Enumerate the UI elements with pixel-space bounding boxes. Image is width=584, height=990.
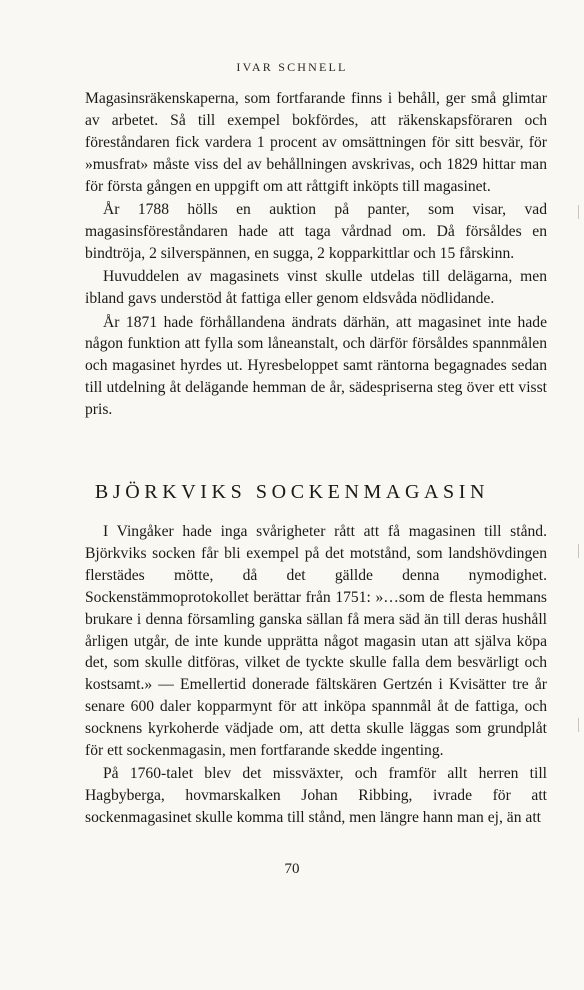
paragraph: År 1871 hade förhållandena ändrats därhän, att magasinet inte hade någon funktion att fylla som låneanstalt, och därför försåldes spannmålen och magasinet hyrdes ut. Hyresbeloppet samt räntorna begagnades sedan till utdelning åt delägande hemman de år, sädespriserna steg över ett visst pris. <box>85 313 547 419</box>
paragraph: Huvuddelen av magasinets vinst skulle utdelas till delägarna, men ibland gavs understöd åt fattiga eller genom eldsvåda nödlidande. <box>85 268 547 308</box>
page-edge-mark <box>578 544 579 558</box>
page-edge-mark <box>578 718 579 732</box>
paragraph: I Vingåker hade inga svårigheter rått att få magasinen till stånd. Björkviks socken får bli exempel på det motstånd, som landshövdingen flerstädes mötte, då det gällde denna nymodighet. Sockenstämmoprotokollet berättar från 1751: »…som de flesta hemmans brukare i denna församling ganska sällan få mera säd än till deras hushåll årligen utgår, de inte kunde upprätta något magasin utan att själva köpa det, som skulle ditföras, vilket de tyckte skulle falla dem besvärligt och kostsamt.» — Emellertid donerade fältskären Gertzén i Kvisätter tre år senare 600 daler kopparmynt för att inköpa spannmål åt de fattiga, och socknens kyrkoherde vädjade om, att detta skulle läggas som grundplåt för ett sockenmagasin, men fortfarande skedde ingenting. <box>85 523 547 760</box>
paragraph: Magasinsräkenskaperna, som fortfarande finns i behåll, ger små glimtar av arbetet. Så till exempel bokfördes, att räkenskapsföraren och föreståndaren fick vardera 1 procent av omsättningen för sitt besvär, för »musfrat» måste viss del av behållningen avskrivas, och 1829 hittar man för första gången en uppgift om att råttgift inköpts till magasinet. <box>85 90 547 195</box>
section-1-body <box>85 88 547 423</box>
section-2-body <box>85 521 547 831</box>
page-edge-mark <box>578 205 579 219</box>
paragraph: På 1760-talet blev det missväxter, och framför allt herren till Hagbyberga, hovmarskalken Johan Ribbing, ivrade för att sockenmagasinet skulle komma till stånd, men längre hann man ej, än att <box>85 765 547 827</box>
paragraph: År 1788 hölls en auktion på panter, som visar, vad magasinsföreståndaren hade att taga vårdnad om. Då försåldes en bindtröja, 2 silverspännen, en sugga, 2 kopparkittlar och 15 fårskinn. <box>85 201 547 262</box>
running-head: IVAR SCHNELL <box>236 60 348 74</box>
page-number: 70 <box>284 861 300 877</box>
section-heading: BJÖRKVIKS SOCKENMAGASIN <box>94 481 490 503</box>
